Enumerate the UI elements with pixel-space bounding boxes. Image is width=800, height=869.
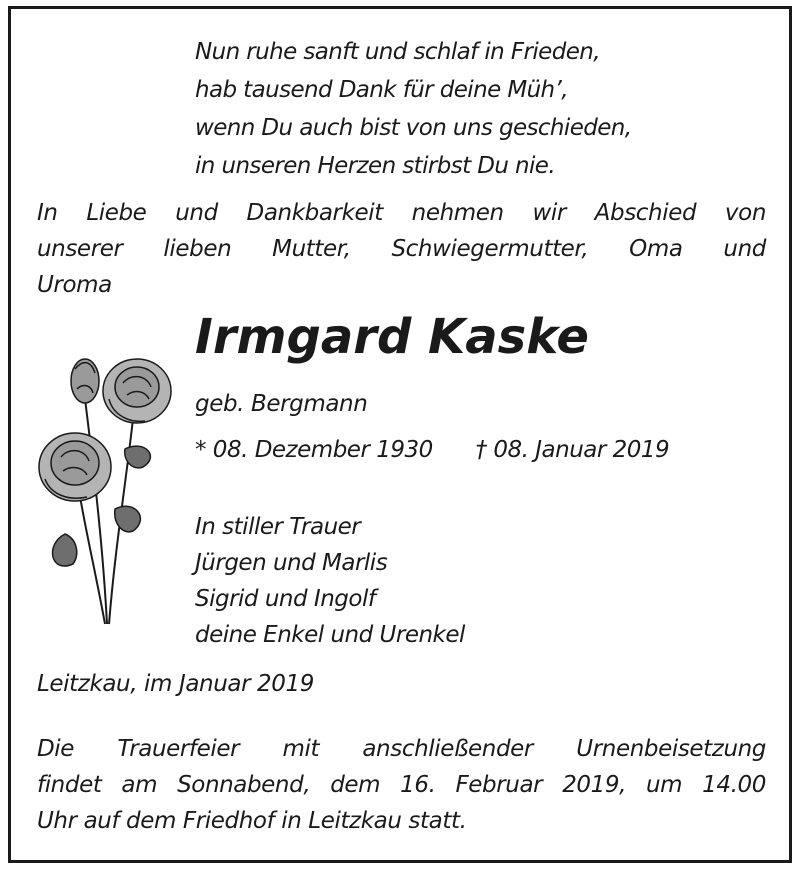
poem-line: wenn Du auch bist von uns geschieden,	[195, 115, 632, 141]
roses-icon	[25, 339, 195, 629]
poem-line: in unseren Herzen stirbst Du nie.	[195, 153, 556, 179]
mourners-list	[195, 509, 465, 653]
poem-line: hab tausend Dank für deine Müh’,	[195, 77, 568, 103]
mourners-line: In stiller Trauer	[195, 514, 361, 540]
mourners-line: Jürgen und Marlis	[195, 550, 388, 576]
obituary-notice	[8, 6, 792, 863]
death-date: † 08. Januar 2019	[475, 437, 670, 463]
birth-date: * 08. Dezember 1930	[195, 437, 433, 463]
mourners-line: Sigrid und Ingolf	[195, 586, 376, 612]
life-dates	[195, 437, 669, 463]
ceremony-line: findet am Sonnabend, dem 16. Februar 2019, um 14.00	[37, 772, 766, 798]
birth-name: geb. Bergmann	[195, 391, 368, 417]
ceremony-info	[37, 731, 766, 839]
mourners-line: deine Enkel und Urenkel	[195, 622, 465, 648]
ceremony-line: Uhr auf dem Friedhof in Leitzkau statt.	[37, 808, 467, 834]
intro-line: Uroma	[37, 272, 112, 298]
poem	[195, 33, 632, 185]
poem-line: Nun ruhe sanft und schlaf in Frieden,	[195, 39, 600, 65]
ceremony-line: Die Trauerfeier mit anschließender Urnenbeisetzung	[37, 736, 766, 762]
deceased-name: Irmgard Kaske	[195, 309, 589, 365]
place-date: Leitzkau, im Januar 2019	[37, 671, 314, 697]
intro-text	[37, 195, 766, 303]
intro-line: unserer lieben Mutter, Schwiegermutter, Oma und	[37, 236, 766, 262]
intro-line: In Liebe und Dankbarkeit nehmen wir Abschied von	[37, 200, 766, 226]
